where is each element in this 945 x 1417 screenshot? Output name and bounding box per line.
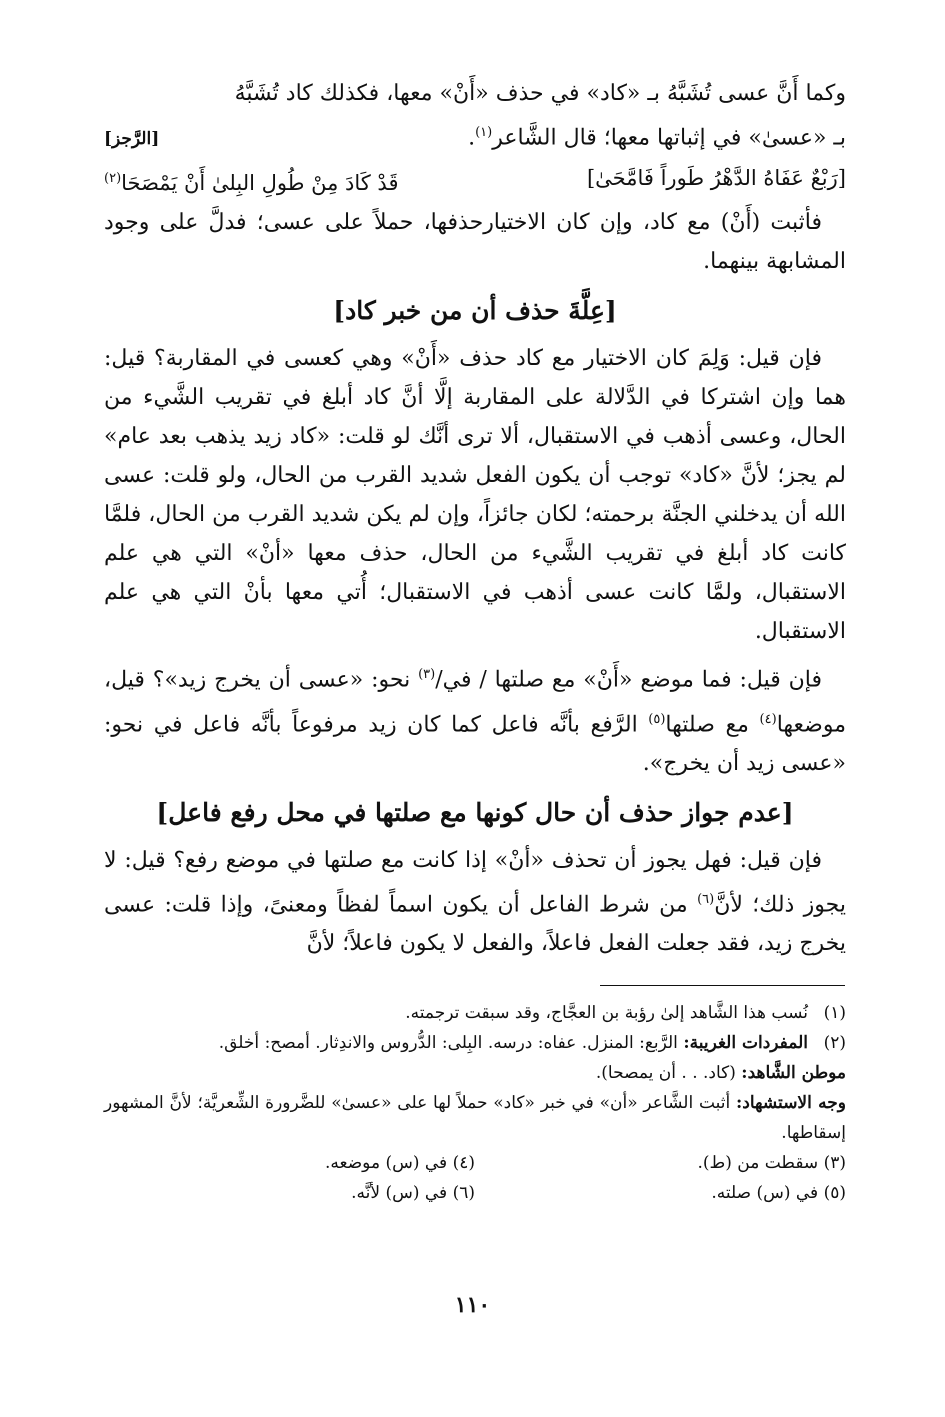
footnote-2-watan: موطن الشَّاهد: (كاد. . . أن يمصحا). [595, 1063, 846, 1083]
paragraph-2: فأثبت (أَنْ) مع كاد، وإن كان الاختيارحذفها، حملاً على عسى؛ فدلَّ على وجود المشابهة بينهما. [104, 210, 846, 275]
paragraph-1-line-2: بـ «عسىٰ» في إثباتها معها؛ قال الشَّاعر$^{(١)}$. [الرَّجز] [104, 113, 846, 159]
paragraph-5: فإن قيل: فهل يجوز أن تحذف «أنْ» إذا كانت مع صلتها في موضع رفع؟ قيل: لا يجوز ذلك؛ لأنَّ$^{(٦)}$ من شرط الفاعل أن يكون اسماً لفظاً ومعنىً، وإذا قلت: عسى يخرج زيد، فقد جعلت الفعل فاعلاً، والفعل لا يكون فاعلاً؛ لأنَّ [104, 847, 846, 957]
footnote-1: (١) نُسب هذا الشَّاهد إلىٰ رؤبة بن العجَّاج، وقد سبقت ترجمته. [405, 1003, 846, 1023]
poem-verse [104, 159, 846, 203]
poem-second-hemistich: قَدْ كَادَ مِنْ طُولِ البِلىٰ أَنْ يَمْصَحَا$^{(٢)}$ [104, 171, 399, 196]
page-number: ١١٠ [454, 1292, 491, 1318]
footnote-ref-3[interactable]: (٣) [418, 667, 436, 683]
footnote-2: (٢) المفردات الغريبة: الرَّبع: المنزل. عفاه: درسه. البِلى: الدُّروس والاندِثار. أمصح: أخلق. [218, 1033, 846, 1053]
footnote-ref-1[interactable]: (١) [475, 125, 493, 140]
footnote-ref-5[interactable]: (٥) [648, 711, 666, 727]
main-text [104, 74, 846, 963]
footnote-divider [600, 985, 845, 986]
section-heading-2: [عدم جواز حذف أن حال كونها مع صلتها في محل رفع فاعل] [156, 797, 794, 827]
paragraph-1 [104, 74, 846, 159]
meter-label: [الرَّجز] [104, 129, 160, 150]
footnotes-short [104, 1148, 846, 1208]
footnote-5: (٥) في (س) صلته. [711, 1183, 846, 1203]
paragraph-1-text: بـ «عسىٰ» في إثباتها معها؛ قال الشَّاعر [492, 125, 846, 151]
paragraph-3: فإن قيل: وَلِمَ كان الاختيار مع كاد حذف «أَنْ» وهي كعسى في المقاربة؟ قيل: هما وإن اشتركا في الدَّلالة على المقاربة إلَّا أنَّ كاد أبلغ في تقريب الشَّيء من الحال، وعسى أذهب في الاستقبال، ألا ترى أنَّك لو قلت: «كاد زيد يذهب بعد عام» لم يجز؛ لأنَّ «كاد» توجب أن يكون الفعل شديد القرب من الحال، ولو قلت: عسى الله أن يدخلني الجنَّة برحمته؛ لكان جائزاً، وإن لم يكن شديد القرب من الحال، فلمَّا كانت كاد أبلغ في تقريب الشَّيء من الحال، حذف معها «أنْ» التي هي علم الاستقبال، ولمَّا كانت عسى أذهب في الاستقبال؛ أُتي معها بأنْ التي هي علم الاستقبال. [104, 346, 846, 645]
footnote-ref-4[interactable]: (٤) [759, 711, 777, 727]
poem-first-hemistich: [رَبْعٌ عَفَاهُ الدَّهْرُ طَوراً فَامَّحَىٰ] [586, 166, 846, 191]
paragraph-1-line-1: وكما أَنَّ عسى تُشَبَّهُ بـ «كاد» في حذف «أَنْ» معها، فكذلك كاد تُشَبَّهُ [234, 81, 846, 106]
footnote-2-wajh: وجه الاستشهاد: أثبت الشَّاعر «أن» في خبر «كاد» حملاً لها على «عسىٰ» للضَّرورة الشِّعريَّة؛ لأنَّ المشهور إسقاطها. [104, 1093, 846, 1143]
footnote-4: (٤) في (س) موضعه. [325, 1153, 475, 1173]
footnote-ref-2[interactable]: (٢) [104, 171, 122, 187]
footnote-ref-6[interactable]: (٦) [697, 891, 715, 907]
footnotes [104, 998, 846, 1208]
section-heading-1: [عِلَّةَ حذف أن من خبر كاد] [333, 296, 617, 326]
footnote-3: (٣) سقطت من (ط). [697, 1153, 846, 1173]
paragraph-4: فإن قيل: فما موضع «أَنْ» مع صلتها / في/$^{(٣)}$ نحو: «عسى أن يخرج زيد»؟ قيل، موضعها$^{(٤)}$ مع صلتها$^{(٥)}$ الرَّفع بأنَّه فاعل كما كان زيد مرفوعاً بأنَّه فاعل في نحو: «عسى زيد أن يخرج». [104, 667, 846, 776]
footnote-6: (٦) في (س) لأنَّه. [351, 1183, 475, 1203]
